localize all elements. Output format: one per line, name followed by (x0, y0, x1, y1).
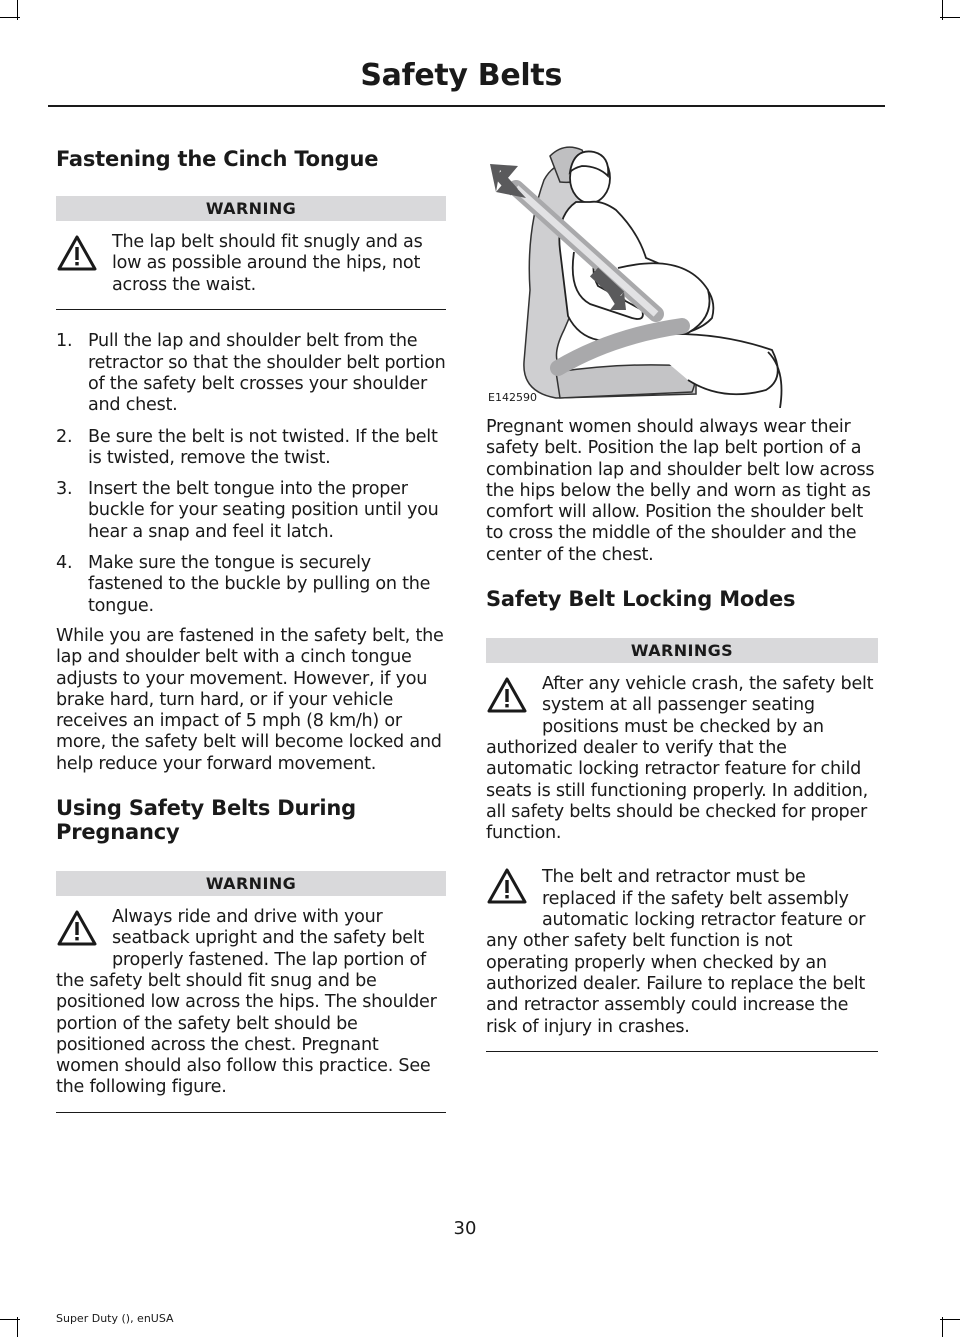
list-item: 1. Pull the lap and shoulder belt from the retractor so that the shoulder belt portion of the safety belt crosses your shoulder and chest. (56, 331, 446, 416)
warning-divider (486, 1051, 878, 1053)
figure-code: E142590 (488, 391, 537, 404)
warning-label: WARNING (56, 871, 446, 896)
list-item: 4. Make sure the tongue is securely fastened to the buckle by pulling on the tongue. (56, 553, 431, 616)
warning-box (56, 871, 446, 1113)
page-title: Safety Belts (360, 58, 562, 93)
section-heading: Using Safety Belts During Pregnancy (56, 796, 356, 845)
section-heading: Safety Belt Locking Modes (486, 587, 796, 612)
warning-text: The belt and retractor must be replaced if the safety belt assembly automatic locking retractor feature or any other safety belt function is not operating properly when checked by an authorized dealer. Failure to replace the belt and retractor assembly could increase the risk of injury in crashes. (486, 867, 866, 1037)
warning-label: WARNING (56, 196, 446, 221)
body-paragraph: While you are fastened in the safety belt, the lap and shoulder belt with a cinch tongue adjusts to your movement. However, if you brake hard, turn hard, or if your vehicle receives an impact of 5 mph (8 km/h) or more, the safety belt will become locked and help reduce your forward movement. (56, 625, 444, 774)
warning-triangle-icon (486, 676, 528, 714)
body-paragraph: Pregnant women should always wear their safety belt. Position the lap belt portion of a combination lap and shoulder belt low across the hips below the belly and worn as tight as comfort will allow. Position the shoulder belt to cross the middle of the shoulder and the center of the chest. (486, 417, 875, 565)
crop-mark (942, 1317, 943, 1337)
header-divider (48, 105, 885, 107)
warnings-label: WARNINGS (486, 638, 878, 663)
warning-divider (56, 309, 446, 311)
right-column (486, 140, 878, 1052)
crop-mark (940, 17, 960, 18)
warning-text: After any vehicle crash, the safety belt system at all passenger seating positions must be checked by an authorized dealer to verify that the automatic locking retractor feature for child seats is still functioning properly. In addition, all safety belts should be checked for proper function. (486, 674, 874, 844)
crop-mark (0, 17, 20, 18)
crop-mark (17, 1317, 18, 1337)
crop-mark (940, 1319, 960, 1320)
footer-edition: Super Duty (), enUSA (56, 1312, 174, 1325)
warnings-box (486, 638, 878, 1052)
section-heading: Fastening the Cinch Tongue (56, 147, 379, 171)
warning-box (56, 196, 446, 310)
warning-divider (56, 1112, 446, 1114)
warning-text: The lap belt should fit snugly and as low as possible around the hips, not across the waist. (112, 232, 423, 295)
warning-triangle-icon (56, 234, 98, 272)
left-column (56, 140, 446, 1113)
warning-triangle-icon (56, 909, 98, 947)
steps-list (56, 331, 446, 617)
warning-triangle-icon (486, 867, 528, 905)
pregnant-woman-safety-belt-illustration (486, 140, 878, 408)
warning-text: Always ride and drive with your seatback upright and the safety belt properly fastened. The lap portion of the safety belt should fit snug and be positioned low across the hips. The shoulder portion of the safety belt should be positioned across the chest. Pregnant women should also follow this practice. See the following figure. (56, 907, 437, 1098)
list-item: 3. Insert the belt tongue into the proper buckle for your seating position until you hear a snap and feel it latch. (56, 479, 439, 542)
crop-mark (0, 1319, 20, 1320)
pregnant-woman-safety-belt-figure (486, 140, 878, 408)
page-number: 30 (453, 1218, 477, 1239)
list-item: 2. Be sure the belt is not twisted. If the belt is twisted, remove the twist. (56, 426, 438, 468)
